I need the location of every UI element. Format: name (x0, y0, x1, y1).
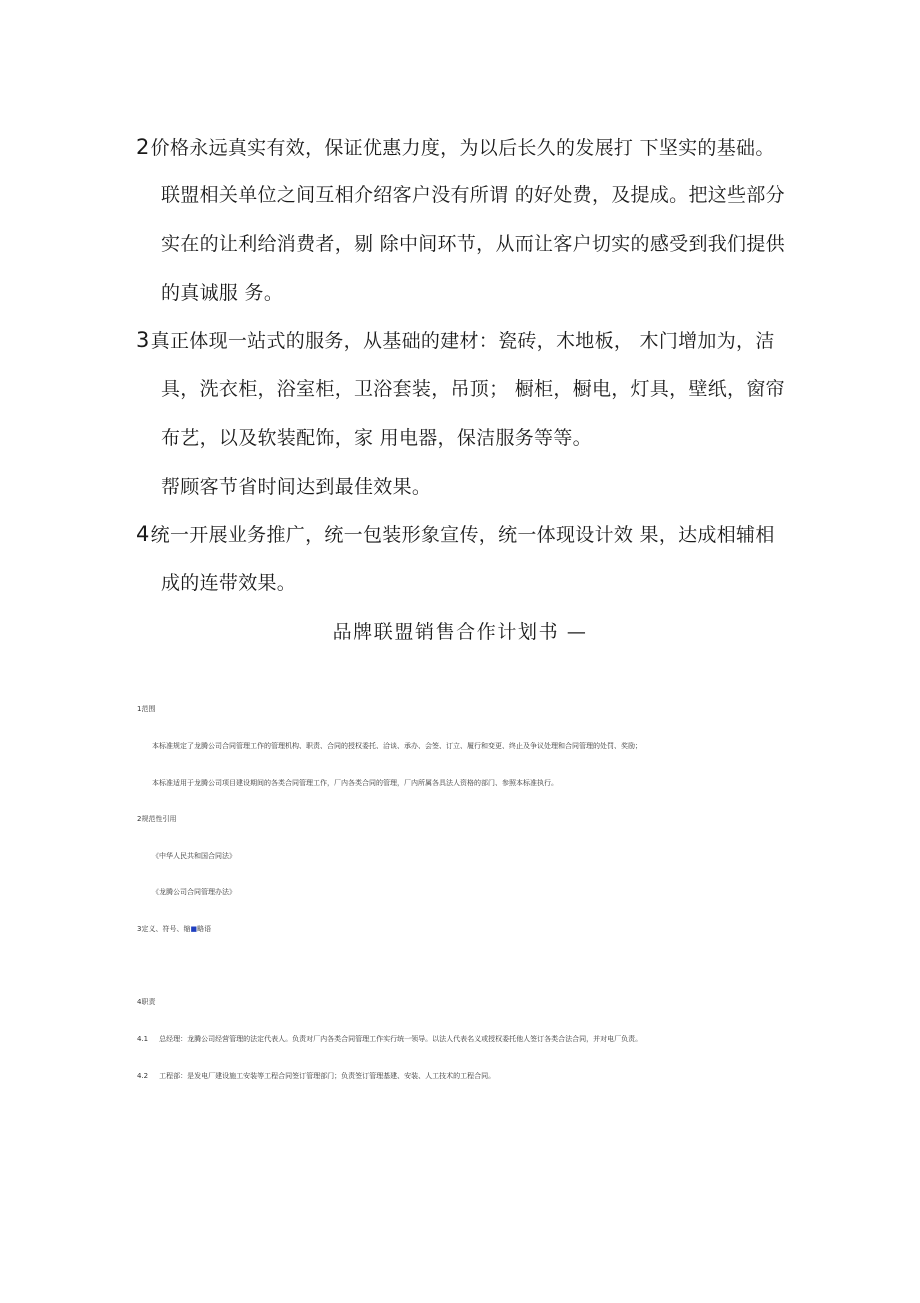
section4-number: 4 (137, 998, 142, 1006)
clause-4-2-number: 4.2 (137, 1072, 149, 1080)
section3-title-part2: 略语 (197, 925, 212, 933)
clause-4-1-number: 4.1 (137, 1035, 149, 1043)
item2-text: 价格永远真实有效，保证优惠力度，为以后长久的发展打 下坚实的基础。 (150, 137, 775, 159)
item2-line2: 联盟相关单位之间互相介绍客户没有所谓 的好处费，及提成。把这些部分 (161, 184, 785, 206)
section2-number: 2 (137, 815, 142, 823)
reference-company-rules: 《龙腾公司合同管理办法》 (152, 888, 236, 896)
section1-title: 范围 (141, 705, 156, 713)
item2-line4: 的真诚服 务。 (161, 282, 284, 304)
item4-text: 统一开展业务推广，统一包装形象宣传，统一体现设计效 果，达成相辅相 (150, 524, 775, 546)
document-title: 品牌联盟销售合作计划书 — (332, 621, 588, 643)
clause-4-1 (137, 1035, 642, 1044)
item4-line1 (136, 522, 775, 547)
section3-number: 3 (137, 925, 142, 933)
reference-contract-law: 《中华人民共和国合同法》 (152, 852, 236, 860)
section2-title: 规范性引用 (141, 815, 177, 823)
item3-line1 (136, 328, 775, 353)
section2-heading (137, 815, 176, 824)
section1-paragraph2: 本标准适用于龙腾公司项目建设期间的各类合同管理工作，厂内各类合同的管理，厂内所属各具法人资格的部门、参照本标准执行。 (152, 779, 558, 787)
item3-line4: 帮顾客节省时间达到最佳效果。 (161, 476, 432, 498)
item4-number: 4 (136, 522, 150, 546)
item3-line2: 具，洗衣柜，浴室柜，卫浴套装，吊顶； 橱柜，橱电，灯具，壁纸，窗帘 (161, 378, 785, 400)
item2-line1 (136, 135, 775, 160)
item2-number: 2 (136, 135, 150, 159)
item3-text: 真正体现一站式的服务，从基础的建材：瓷砖，木地板， 木门增加为，洁 (150, 330, 775, 352)
section3-title-part1: 定义、符号、缩 (141, 925, 191, 933)
clause-4-1-text: 总经理：龙腾公司经营管理的法定代表人。负责对厂内各类合同管理工作实行统一领导。以法人代表名义或授权委托他人签订各类合法合同，并对电厂负责。 (159, 1035, 643, 1043)
section1-heading (137, 705, 155, 714)
section3-title-mark: ■ (190, 925, 198, 933)
section4-title: 职责 (141, 998, 156, 1006)
clause-4-2 (137, 1072, 495, 1081)
item3-number: 3 (136, 328, 150, 352)
item3-line3: 布艺，以及软装配饰，家 用电器，保洁服务等等。 (161, 427, 592, 449)
item2-line3: 实在的让利给消费者，剔 除中间环节，从而让客户切实的感受到我们提供 (161, 233, 785, 255)
clause-4-2-text: 工程部：是发电厂建设施工安装等工程合同签订管理部门；负责签订管理基建、安装、人工技术的工程合同。 (159, 1072, 496, 1080)
section3-heading (137, 925, 211, 934)
item4-line2: 成的连带效果。 (161, 572, 297, 594)
section1-paragraph1: 本标准规定了龙腾公司合同管理工作的管理机构、职责、合同的授权委托、洽谈、承办、会签、订立、履行和变更、终止及争议处理和合同管理的处罚、奖励； (152, 742, 642, 750)
section4-heading (137, 998, 155, 1007)
section1-number: 1 (137, 705, 142, 713)
